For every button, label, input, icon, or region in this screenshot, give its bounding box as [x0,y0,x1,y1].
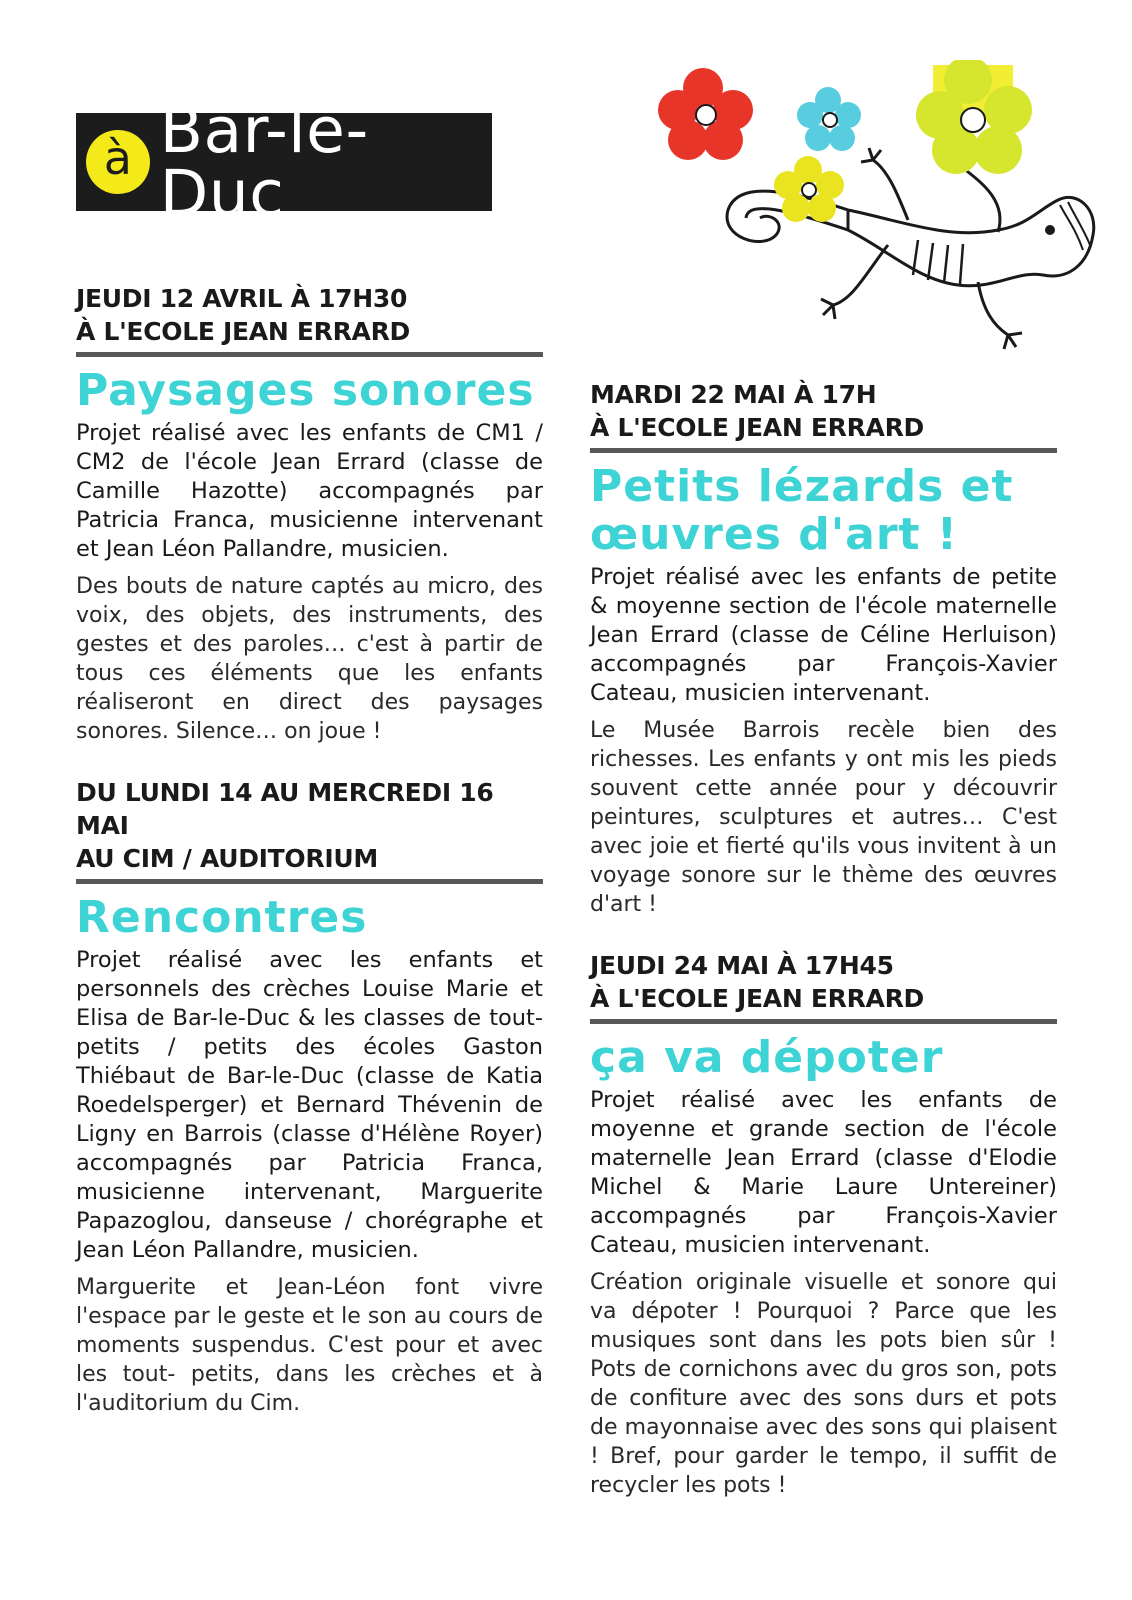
right-column [590,378,1057,1530]
event-credits: Projet réalisé avec les enfants de CM1 / CM2 de l'école Jean Errard (classe de Camille Hazotte) accompagnés par Patricia Franca, musicienne intervenant et Jean Léon Pallandre, musicien. [76,420,543,562]
event-rencontres [76,776,543,1418]
section-divider [76,352,543,357]
event-ca-va-depoter [590,949,1057,1500]
event-title: Rencontres [76,892,368,943]
event-date: MARDI 22 MAI À 17H [590,380,877,409]
town-logo [76,94,492,230]
event-description: Des bouts de nature captés au micro, des voix, des objets, des instruments, des gestes et des paroles… c'est à partir de tous ces éléments que les enfants réaliseront en direct des paysages sonores. Silence… on joue ! [76,574,543,744]
section-divider [590,1019,1057,1024]
section-divider [590,448,1057,453]
logo-a-circle: à [86,130,150,194]
event-description: Le Musée Barrois recèle bien des richesses. Les enfants y ont mis les pieds souvent cette année pour y découvrir peintures, sculptures et autres… C'est avec joie et fierté qu'ils vous invitent à un voyage sonore sur le thème des œuvres d'art ! [590,718,1057,917]
event-venue: À L'ECOLE JEAN ERRARD [590,984,925,1013]
event-venue: À L'ECOLE JEAN ERRARD [76,317,411,346]
event-credits: Projet réalisé avec les enfants de petite & moyenne section de l'école maternelle Jean Errard (classe de Céline Herluison) accompagnés par François-Xavier Cateau, musicien intervenant. [590,564,1057,706]
event-description: Création originale visuelle et sonore qui va dépoter ! Pourquoi ? Parce que les musiques sont dans les pots bien sûr ! Pots de cornichons avec du gros son, pots de confiture avec des sons durs et pots de mayonnaise avec des sons qui plaisent ! Bref, pour garder le tempo, il suffit de recycler les pots ! [590,1270,1057,1498]
event-date: JEUDI 12 AVRIL À 17H30 [76,284,408,313]
event-title: Petits lézards et œuvres d'art ! [590,461,1014,560]
event-credits: Projet réalisé avec les enfants et personnels des crèches Louise Marie et Elisa de Bar-le-Duc & les classes de tout-petits / petits des écoles Gaston Thiébaut de Bar-le-Duc (classe de Katia Roedelsperger) et Bernard Thévenin de Ligny en Barrois (classe d'Hélène Royer) accompagnés par Patricia Franca, musicienne intervenant, Marguerite Papazoglou, danseuse / chorégraphe et Jean Léon Pallandre, musicien. [76,947,543,1263]
section-divider [76,879,543,884]
red-flower-icon [658,68,753,160]
event-paysages-sonores [76,282,543,746]
logo-town-name: Bar-le-Duc [159,94,369,230]
yellow-flower-icon [916,60,1032,174]
event-description: Marguerite et Jean-Léon font vivre l'espace par le geste et le son au cours de moments suspendus. C'est pour et avec les tout- petits, dans les crèches et à l'auditorium du Cim. [76,1275,543,1416]
blue-flower-icon [797,87,861,151]
event-title: ça va dépoter [590,1032,944,1083]
event-credits: Projet réalisé avec les enfants de moyenne et grande section de l'école maternelle Jean Errard (classe d'Elodie Michel & Marie Laure Untereiner) accompagnés par François-Xavier Cateau, musicien intervenant. [590,1087,1057,1258]
event-date: DU LUNDI 14 AU MERCREDI 16 MAI [76,778,494,840]
left-column [76,282,543,1448]
lizard-with-flowers-illustration [598,60,1132,430]
event-date: JEUDI 24 MAI À 17H45 [590,951,894,980]
event-petits-lezards [590,378,1057,919]
event-venue: À L'ECOLE JEAN ERRARD [590,413,925,442]
event-venue: AU CIM / AUDITORIUM [76,844,378,873]
event-title: Paysages sonores [76,365,535,416]
small-yellow-flower-icon [774,156,844,222]
